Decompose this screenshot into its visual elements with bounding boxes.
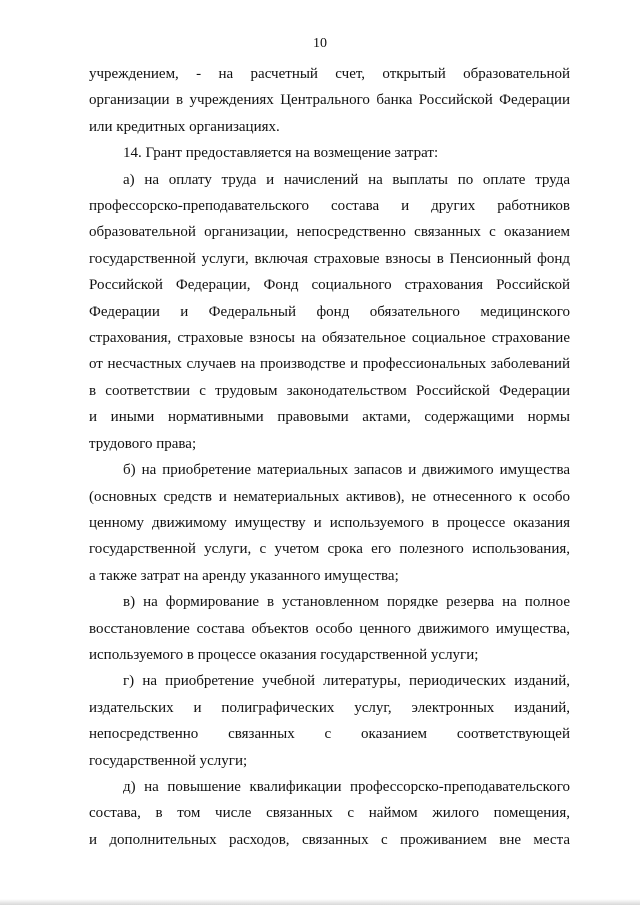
text-line: в соответствии с трудовым законодательством Российской Федерации xyxy=(89,382,570,399)
paragraph-subitem-g xyxy=(89,668,570,774)
text-line: организации в учреждениях Центрального банка Российской Федерации xyxy=(89,92,570,109)
text-line: (основных средств и нематериальных активов), не отнесенного к особо xyxy=(89,488,570,505)
text-line: образовательной организации, непосредственно связанных с оказанием xyxy=(89,224,570,241)
text-line: учреждением, - на расчетный счет, открытый образовательной xyxy=(89,66,570,82)
paragraph-subitem-v xyxy=(89,589,570,668)
text-line: и иными нормативными правовыми актами, содержащими нормы xyxy=(89,409,570,426)
text-line: государственной услуги, включая страховые взносы в Пенсионный фонд xyxy=(89,250,570,267)
text-line: а также затрат на аренду указанного имущества; xyxy=(89,567,399,584)
text-line: 14. Грант предоставляется на возмещение затрат: xyxy=(123,145,439,162)
text-line: используемого в процессе оказания государственной услуги; xyxy=(89,646,479,663)
text-line: государственной услуги, с учетом срока его полезного использования, xyxy=(89,541,570,558)
text-line: Федерации и Федеральный фонд обязательного медицинского xyxy=(89,303,570,320)
text-line: трудового права; xyxy=(89,435,197,452)
page-number: 10 xyxy=(313,36,327,51)
text-line: б) на приобретение материальных запасов и движимого имущества xyxy=(123,462,570,479)
text-line: ценному движимому имуществу и используемого в процессе оказания xyxy=(89,514,570,531)
text-line: от несчастных случаев на производстве и профессиональных заболеваний xyxy=(89,356,570,373)
text-line: профессорско-преподавательского состава и других работников xyxy=(89,198,570,215)
paragraph-subitem-b xyxy=(89,457,570,589)
text-line: и дополнительных расходов, связанных с проживанием вне места xyxy=(89,831,570,848)
text-line: страхования, страховые взносы на обязательное социальное страхование xyxy=(89,330,570,347)
paragraph-item-14 xyxy=(89,140,570,166)
paragraph-subitem-a xyxy=(89,167,570,457)
text-line: а) на оплату труда и начислений на выплаты по оплате труда xyxy=(123,171,570,188)
text-line: в) на формирование в установленном порядке резерва на полное xyxy=(123,594,570,611)
page-bottom-edge xyxy=(0,899,640,905)
text-line: г) на приобретение учебной литературы, периодических изданий, xyxy=(123,673,570,690)
text-line: восстановление состава объектов особо ценного движимого имущества, xyxy=(89,620,570,637)
document-body xyxy=(89,61,570,853)
text-line: государственной услуги; xyxy=(89,752,248,769)
text-line: или кредитных организациях. xyxy=(89,118,280,135)
text-line: Российской Федерации, Фонд социального страхования Российской xyxy=(89,277,570,294)
text-line: непосредственно связанных с оказанием соответствующей xyxy=(89,726,570,743)
text-line: состава, в том числе связанных с наймом жилого помещения, xyxy=(89,805,570,822)
text-line: издательских и полиграфических услуг, электронных изданий, xyxy=(89,699,570,716)
paragraph-subitem-d xyxy=(89,774,570,853)
paragraph-payment-account xyxy=(89,61,570,140)
text-line: д) на повышение квалификации профессорско-преподавательского xyxy=(123,778,570,795)
